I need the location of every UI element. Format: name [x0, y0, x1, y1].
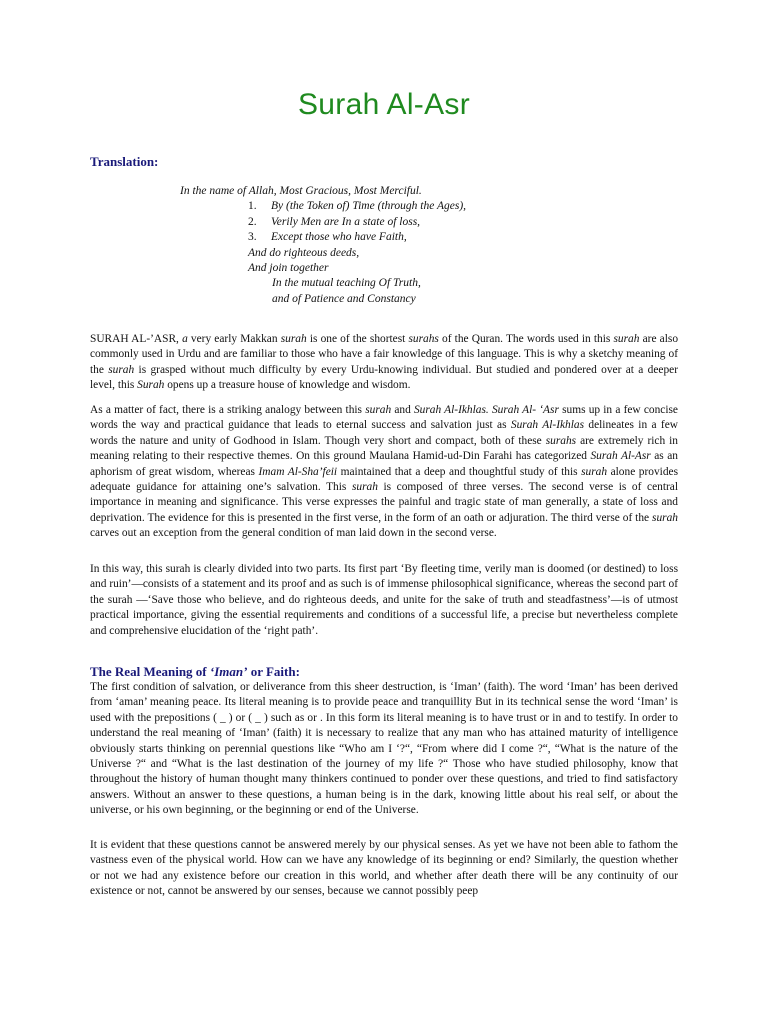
verse-line: 2. Verily Men are In a state of loss, — [0, 215, 768, 230]
verse-line: and of Patience and Constancy — [272, 292, 416, 305]
verse-line: And do righteous deeds, — [248, 246, 360, 259]
translation-heading: Translation: — [90, 154, 159, 169]
paragraph-intro: SURAH AL-’ASR, a very early Makkan surah is one of the shortest surahs of the Quran. The words used in this surah are also commonly used in Urdu and are familiar to those who have a fair knowledge of this language. This is why a sketchy meaning of the surah is grasped without much difficulty by every Urdu-knowing individual. But studied and pondered over at a deeper level, this Surah opens up a treasure house of knowledge and wisdom. — [90, 333, 679, 392]
verse-line: 1. By (the Token of) Time (through the Ages), — [0, 199, 768, 214]
verse-line: And join together — [248, 262, 329, 275]
paragraph-analogy: As a matter of fact, there is a striking analogy between this surah and Surah Al-Ikhlas. Surah Al- ‘Asr sums up in a few concise words the way and practical guidance that leads to eternal success and salvation just as Surah Al-Ikhlas delineates in a few words the nature and unity of Godhood in Islam. Though very short and compact, both of these surahs are extremely rich in meaning relating to their respective themes. On this ground Maulana Hamid-ud-Din Farahi has categorized Surah Al-Asr as an aphorism of great wisdom, whereas Imam Al-Sha’feii maintained that a deep and thoughtful study of this surah alone provides adequate guidance for attaining one’s salvation. This surah is composed of three verses. The second verse is of central importance in meaning and significance. This verse expresses the painful and tragic state of man generally, a state of loss and deprivation. The evidence for this is presented in the first verse, in the form of an oath or adjuration. The third verse of the surah carves out an exception from the general condition of man laid down in the second verse. — [90, 404, 678, 540]
verse-line: In the name of Allah, Most Gracious, Most Merciful. — [180, 185, 422, 197]
verse-number: 3. — [248, 231, 257, 244]
verse-number: 2. — [248, 215, 257, 228]
paragraph-senses: It is evident that these questions cannot be answered merely by our physical senses. As yet we have not been able to fathom the vastness even of the physical world. How can we have any knowledge of its beginning or end? Similarly, the question whether or not we had any existence before our creation in this world, and whether after death there will be any continuity of our existence or not, cannot be answered by our senses, because we cannot possibly peep — [90, 839, 678, 898]
paragraph-iman: The first condition of salvation, or deliverance from this sheer destruction, is ‘Iman’ (faith). The word ‘Iman’ has been derived from ‘aman’ meaning peace. Its literal meaning is to provide peace and tranquillity But in its technical sense the word ‘Iman’ is used with the prepositions ( _ ) or ( _ ) such as or . In this form its literal meaning is to have trust or in and to testify. In order to understand the real meaning of ‘Iman’ (faith) it is necessary to realize that any man who has attained maturity of intelligence obviously starts thinking on perennial questions like “Who am I ‘?“, “From where did I come ?“, “What is the nature of the Universe ?“ and “What is the last destination of the journey of my life ?“ Those who have studied philosophy, know that throughout the history of human thought many thinkers continued to ponder over these questions, and tried to find satisfactory answers. Without an answer to these questions, a human being is in the dark, knowing little about his real self, or about the universe, or his own beginning, or the beginning or end of the Universe. — [90, 681, 678, 817]
verse-list — [0, 184, 768, 307]
verse-number: 1. — [248, 200, 257, 213]
verse-line: In the mutual teaching Of Truth, — [272, 277, 421, 290]
paragraph-two-parts: In this way, this surah is clearly divided into two parts. Its first part ‘By fleeting time, verily man is doomed (or destined) to loss and ruin’—consists of a statement and its proof and as such is of immense philosophical significance, whereas the second part of the surah —‘Save those who believe, and do righteous deeds, and unite for the sake of truth and steadfastness’—is of utmost practical importance, giving the essential requirements and conditions of a successful life, a precise but nevertheless complete and comprehensive elucidation of the ‘right path’. — [90, 563, 678, 637]
iman-heading: The Real Meaning of ‘Iman’ or Faith: — [90, 664, 300, 679]
page-title: Surah Al-Asr — [298, 88, 470, 121]
verse-line: 3. Except those who have Faith, — [0, 230, 768, 245]
